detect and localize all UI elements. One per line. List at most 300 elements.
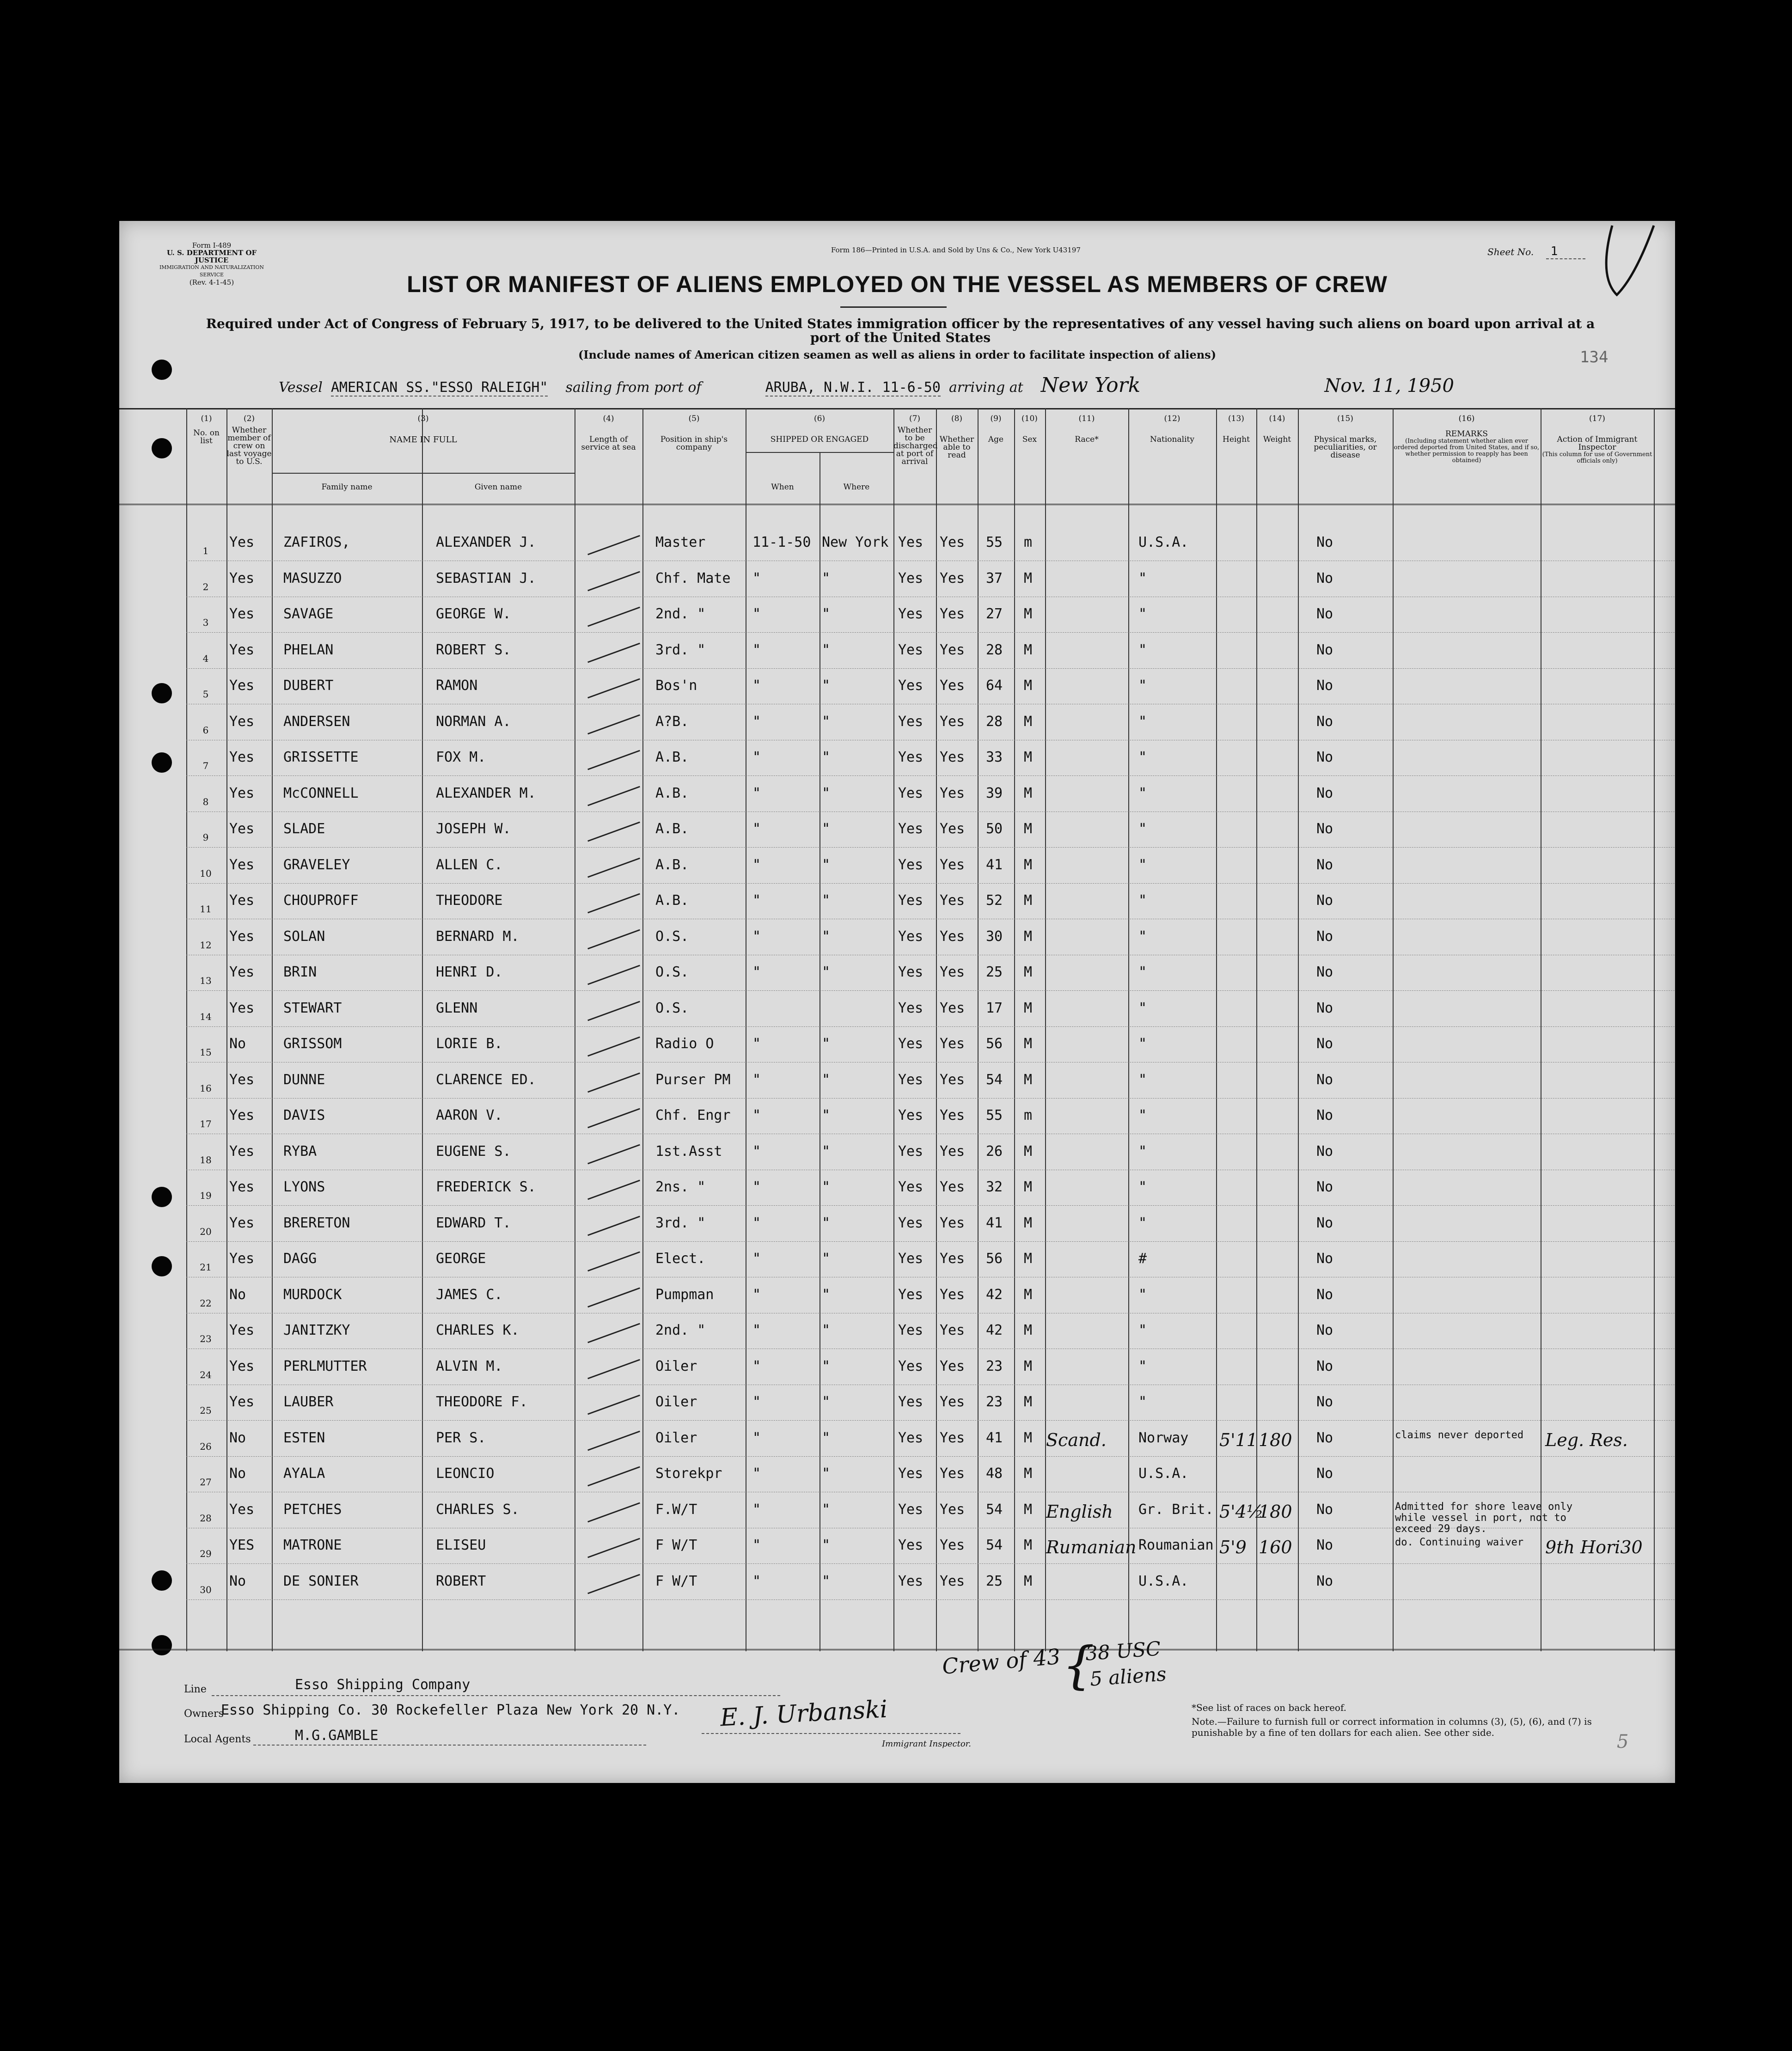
- punch-hole: [152, 683, 172, 703]
- table-row-rule: [186, 1599, 1675, 1600]
- row-prior-voyage: Yes: [229, 1358, 255, 1374]
- row-shipped-where: ": [822, 641, 831, 658]
- row-position: 2nd. ": [655, 1322, 706, 1338]
- row-prior-voyage: Yes: [229, 1251, 255, 1267]
- service-check-mark: [587, 1395, 640, 1415]
- row-prior-voyage: No: [229, 1465, 246, 1482]
- row-row-number: 24: [200, 1369, 212, 1380]
- table-row-rule: [186, 1098, 1675, 1099]
- page-mark: 5: [1617, 1731, 1629, 1752]
- row-sex: M: [1024, 964, 1033, 980]
- row-shipped-where: ": [822, 1322, 831, 1338]
- row-age: 48: [986, 1465, 1003, 1482]
- row-position: 1st.Asst: [655, 1143, 722, 1160]
- row-family-name: DAVIS: [283, 1107, 325, 1123]
- col-header-where: Where: [843, 482, 870, 492]
- row-shipped-when: ": [752, 1251, 761, 1267]
- row-able-to-read: Yes: [940, 1429, 965, 1446]
- table-row-rule: [186, 1205, 1675, 1206]
- sheet-label: Sheet No.: [1487, 246, 1534, 257]
- row-family-name: MURDOCK: [283, 1286, 342, 1303]
- row-able-to-read: Yes: [940, 606, 965, 622]
- row-age: 54: [986, 1501, 1003, 1518]
- row-age: 25: [986, 964, 1003, 980]
- row-physical-marks: No: [1316, 1501, 1333, 1518]
- col-divider: [272, 408, 273, 1651]
- row-discharged: Yes: [898, 1107, 924, 1123]
- row-shipped-when: 11-1-50: [752, 534, 811, 550]
- include-note: (Include names of American citizen seamen as well as aliens in order to facilitate inspection of aliens): [578, 348, 1217, 361]
- row-prior-voyage: Yes: [229, 1107, 255, 1123]
- row-shipped-where: ": [822, 1251, 831, 1267]
- row-shipped-where: ": [822, 821, 831, 837]
- row-row-number: 12: [200, 939, 212, 951]
- service-check-mark: [587, 786, 640, 806]
- row-nationality: ": [1138, 749, 1147, 765]
- row-shipped-where: ": [822, 1036, 831, 1052]
- row-prior-voyage: Yes: [229, 1394, 255, 1410]
- row-able-to-read: Yes: [940, 534, 965, 550]
- row-nationality: ": [1138, 1358, 1147, 1374]
- vessel-name: AMERICAN SS."ESSO RALEIGH": [330, 379, 548, 396]
- manifest-sheet: [119, 221, 1675, 1783]
- row-physical-marks: No: [1316, 1358, 1333, 1374]
- row-sex: M: [1024, 1322, 1033, 1338]
- row-able-to-read: Yes: [940, 1251, 965, 1267]
- row-shipped-when: ": [752, 1465, 761, 1482]
- row-position: A.B.: [655, 749, 689, 765]
- row-family-name: MASUZZO: [283, 570, 342, 586]
- row-sex: M: [1024, 1394, 1033, 1410]
- row-physical-marks: No: [1316, 785, 1333, 801]
- row-sex: M: [1024, 1465, 1033, 1482]
- row-shipped-where: New York: [822, 534, 889, 550]
- table-top-border: [119, 408, 1675, 409]
- service-check-mark: [587, 822, 640, 842]
- row-physical-marks: No: [1316, 1573, 1333, 1589]
- row-discharged: Yes: [898, 821, 924, 837]
- row-discharged: Yes: [898, 892, 924, 909]
- col-header-prior-voyage: (2) Whether member of crew on last voyage to U.S.: [226, 414, 272, 466]
- row-age: 55: [986, 534, 1003, 550]
- row-row-number: 8: [202, 796, 209, 807]
- row-sex: M: [1024, 785, 1033, 801]
- row-physical-marks: No: [1316, 856, 1333, 873]
- row-prior-voyage: Yes: [229, 749, 255, 765]
- service-check-mark: [587, 965, 640, 985]
- col-divider: [422, 408, 423, 1651]
- service-check-mark: [587, 1287, 640, 1307]
- row-physical-marks: No: [1316, 534, 1333, 550]
- col-header-no: (1) No. on list: [193, 414, 220, 446]
- row-discharged: Yes: [898, 570, 924, 586]
- row-prior-voyage: Yes: [229, 964, 255, 980]
- row-family-name: PETCHES: [283, 1501, 342, 1518]
- row-nationality: Roumanian: [1138, 1537, 1214, 1553]
- row-weight: 160: [1259, 1537, 1292, 1557]
- row-weight: 180: [1259, 1501, 1292, 1522]
- row-physical-marks: No: [1316, 821, 1333, 837]
- row-physical-marks: No: [1316, 928, 1333, 945]
- arrival-year: 50: [1431, 375, 1454, 397]
- row-able-to-read: Yes: [940, 928, 965, 945]
- row-given-name: CHARLES K.: [436, 1322, 520, 1338]
- row-discharged: Yes: [898, 606, 924, 622]
- row-age: 23: [986, 1394, 1003, 1410]
- service-check-mark: [587, 1144, 640, 1164]
- col-divider: [1216, 408, 1217, 1651]
- row-position: Oiler: [655, 1429, 697, 1446]
- col-header-length-service: (4) Length of service at sea: [581, 414, 636, 452]
- row-family-name: GRISSOM: [283, 1036, 342, 1052]
- row-able-to-read: Yes: [940, 749, 965, 765]
- row-age: 42: [986, 1322, 1003, 1338]
- row-family-name: PERLMUTTER: [283, 1358, 367, 1374]
- row-discharged: Yes: [898, 1501, 924, 1518]
- col-divider: [642, 408, 643, 1651]
- row-discharged: Yes: [898, 641, 924, 658]
- row-position: 3rd. ": [655, 641, 706, 658]
- row-sex: M: [1024, 1537, 1033, 1553]
- row-able-to-read: Yes: [940, 892, 965, 909]
- service-check-mark: [587, 1108, 640, 1129]
- punch-hole: [152, 1256, 172, 1276]
- row-physical-marks: No: [1316, 1000, 1333, 1016]
- service-check-mark: [587, 1323, 640, 1343]
- row-able-to-read: Yes: [940, 1215, 965, 1231]
- row-physical-marks: No: [1316, 1179, 1333, 1195]
- row-shipped-where: ": [822, 678, 831, 694]
- row-family-name: RYBA: [283, 1143, 317, 1160]
- row-physical-marks: No: [1316, 713, 1333, 730]
- stamp-number: 134: [1580, 348, 1609, 366]
- row-shipped-where: ": [822, 713, 831, 730]
- row-family-name: ANDERSEN: [283, 713, 350, 730]
- row-shipped-where: ": [822, 1573, 831, 1589]
- row-discharged: Yes: [898, 964, 924, 980]
- row-given-name: ROBERT S.: [436, 641, 511, 658]
- row-position: Chf. Engr: [655, 1107, 731, 1123]
- row-position: F W/T: [655, 1573, 697, 1589]
- service-check-mark: [587, 857, 640, 878]
- row-family-name: MATRONE: [283, 1537, 342, 1553]
- row-given-name: BERNARD M.: [436, 928, 520, 945]
- row-physical-marks: No: [1316, 1071, 1333, 1088]
- row-discharged: Yes: [898, 928, 924, 945]
- voyage-line: [279, 373, 1619, 397]
- row-sex: M: [1024, 1179, 1033, 1195]
- row-prior-voyage: Yes: [229, 641, 255, 658]
- service: IMMIGRATION AND NATURALIZATION SERVICE: [159, 264, 264, 278]
- col-header-age: (9) Age: [988, 414, 1004, 444]
- row-able-to-read: Yes: [940, 570, 965, 586]
- row-prior-voyage: Yes: [229, 1215, 255, 1231]
- service-check-mark: [587, 1072, 640, 1093]
- row-discharged: Yes: [898, 1143, 924, 1160]
- row-position: A.B.: [655, 856, 689, 873]
- row-position: Storekpr: [655, 1465, 722, 1482]
- col-divider: [226, 408, 227, 1651]
- row-able-to-read: Yes: [940, 1322, 965, 1338]
- row-physical-marks: No: [1316, 678, 1333, 694]
- row-given-name: LEONCIO: [436, 1465, 495, 1482]
- owners-label: Owners: [184, 1708, 224, 1720]
- row-shipped-when: ": [752, 713, 761, 730]
- row-shipped-where: ": [822, 606, 831, 622]
- service-check-mark: [587, 678, 640, 699]
- vessel-label: Vessel: [279, 379, 323, 396]
- table-bottom-border: [119, 1649, 1675, 1650]
- service-check-mark: [587, 714, 640, 734]
- row-nationality: ": [1138, 1215, 1147, 1231]
- row-nationality: ": [1138, 892, 1147, 909]
- service-check-mark: [587, 1001, 640, 1021]
- row-sex: M: [1024, 1000, 1033, 1016]
- col-header-weight: (14) Weight: [1263, 414, 1291, 444]
- sailing-label: sailing from port of: [565, 379, 702, 396]
- row-shipped-where: ": [822, 1107, 831, 1123]
- row-shipped-when: ": [752, 1537, 761, 1553]
- row-able-to-read: Yes: [940, 1286, 965, 1303]
- table-row-rule: [186, 1456, 1675, 1457]
- row-shipped-when: ": [752, 749, 761, 765]
- row-sex: M: [1024, 1429, 1033, 1446]
- row-nationality: ": [1138, 1000, 1147, 1016]
- row-given-name: ROBERT: [436, 1573, 486, 1589]
- row-prior-voyage: Yes: [229, 821, 255, 837]
- service-check-mark: [587, 607, 640, 627]
- row-sex: M: [1024, 821, 1033, 837]
- row-sex: M: [1024, 641, 1033, 658]
- row-physical-marks: No: [1316, 1465, 1333, 1482]
- col-divider: [1654, 408, 1655, 1651]
- departure-port: ARUBA, N.W.I. 11-6-50: [765, 379, 941, 396]
- row-given-name: ALEXANDER J.: [436, 534, 536, 550]
- row-prior-voyage: Yes: [229, 534, 255, 550]
- service-check-mark: [587, 1037, 640, 1057]
- row-family-name: PHELAN: [283, 641, 334, 658]
- row-given-name: PER S.: [436, 1429, 486, 1446]
- row-prior-voyage: No: [229, 1429, 246, 1446]
- row-able-to-read: Yes: [940, 1071, 965, 1088]
- row-age: 55: [986, 1107, 1003, 1123]
- row-family-name: DUNNE: [283, 1071, 325, 1088]
- col-header-read: (8) Whether able to read: [939, 414, 974, 460]
- row-nationality: Gr. Brit.: [1138, 1501, 1214, 1518]
- row-row-number: 2: [202, 581, 209, 592]
- row-sex: M: [1024, 678, 1033, 694]
- service-check-mark: [587, 1180, 640, 1200]
- row-family-name: GRAVELEY: [283, 856, 350, 873]
- row-physical-marks: No: [1316, 1322, 1333, 1338]
- row-prior-voyage: Yes: [229, 856, 255, 873]
- service-check-mark: [587, 929, 640, 949]
- row-given-name: FREDERICK S.: [436, 1179, 536, 1195]
- row-nationality: ": [1138, 606, 1147, 622]
- row-row-number: 18: [200, 1154, 212, 1166]
- line-label: Line: [184, 1684, 207, 1695]
- table-row-rule: [186, 632, 1675, 633]
- table-row-rule: [186, 847, 1675, 848]
- row-shipped-when: ": [752, 1071, 761, 1088]
- row-prior-voyage: Yes: [229, 1071, 255, 1088]
- line-rule: [212, 1695, 780, 1696]
- row-family-name: GRISSETTE: [283, 749, 359, 765]
- row-shipped-where: ": [822, 892, 831, 909]
- row-row-number: 21: [200, 1262, 212, 1273]
- col-divider: [1256, 408, 1257, 1651]
- row-shipped-where: ": [822, 1358, 831, 1374]
- row-physical-marks: No: [1316, 1036, 1333, 1052]
- table-row-rule: [186, 775, 1675, 776]
- row-row-number: 26: [200, 1441, 212, 1452]
- row-nationality: ": [1138, 570, 1147, 586]
- punch-hole: [152, 438, 172, 458]
- row-given-name: GLENN: [436, 1000, 478, 1016]
- row-sex: M: [1024, 1071, 1033, 1088]
- row-given-name: EUGENE S.: [436, 1143, 511, 1160]
- arrival-port: New York: [1040, 373, 1141, 397]
- row-discharged: Yes: [898, 1071, 924, 1088]
- service-check-mark: [587, 1538, 640, 1558]
- row-given-name: RAMON: [436, 678, 478, 694]
- row-prior-voyage: Yes: [229, 1501, 255, 1518]
- service-check-mark: [587, 642, 640, 663]
- row-prior-voyage: Yes: [229, 892, 255, 909]
- row-family-name: SAVAGE: [283, 606, 334, 622]
- row-physical-marks: No: [1316, 892, 1333, 909]
- row-nationality: U.S.A.: [1138, 1465, 1189, 1482]
- row-family-name: AYALA: [283, 1465, 325, 1482]
- row-shipped-where: ": [822, 1215, 831, 1231]
- row-row-number: 22: [200, 1297, 212, 1309]
- table-row-rule: [186, 990, 1675, 991]
- row-given-name: EDWARD T.: [436, 1215, 511, 1231]
- row-row-number: 25: [200, 1405, 212, 1416]
- inspector-signature: E. J. Urbanski: [719, 1695, 888, 1732]
- row-inspector-action: 9th Hori30: [1545, 1537, 1643, 1557]
- row-row-number: 1: [202, 545, 209, 556]
- service-check-mark: [587, 571, 640, 591]
- row-row-number: 27: [200, 1477, 212, 1488]
- row-discharged: Yes: [898, 856, 924, 873]
- printer-line: Form 186—Printed in U.S.A. and Sold by Uns & Co., New York U43197: [831, 246, 1081, 254]
- row-prior-voyage: Yes: [229, 606, 255, 622]
- row-discharged: Yes: [898, 678, 924, 694]
- row-position: F W/T: [655, 1537, 697, 1553]
- row-shipped-when: ": [752, 964, 761, 980]
- department: U. S. DEPARTMENT OF JUSTICE: [166, 249, 257, 264]
- row-given-name: THEODORE: [436, 892, 503, 909]
- row-discharged: Yes: [898, 1465, 924, 1482]
- row-discharged: Yes: [898, 713, 924, 730]
- row-prior-voyage: Yes: [229, 1322, 255, 1338]
- crew-brace: {: [1062, 1636, 1095, 1695]
- row-shipped-where: ": [822, 1429, 831, 1446]
- row-shipped-when: ": [752, 821, 761, 837]
- service-check-mark: [587, 1359, 640, 1379]
- col-header-race: (11) Race*: [1075, 414, 1099, 444]
- row-nationality: ": [1138, 821, 1147, 837]
- row-physical-marks: No: [1316, 606, 1333, 622]
- row-position: 3rd. ": [655, 1215, 706, 1231]
- row-remarks: claims never deported: [1395, 1429, 1524, 1441]
- row-able-to-read: Yes: [940, 821, 965, 837]
- row-given-name: HENRI D.: [436, 964, 503, 980]
- row-age: 28: [986, 641, 1003, 658]
- row-shipped-when: ": [752, 892, 761, 909]
- row-discharged: Yes: [898, 1251, 924, 1267]
- service-check-mark: [587, 1466, 640, 1487]
- row-shipped-where: ": [822, 1179, 831, 1195]
- row-family-name: McCONNELL: [283, 785, 359, 801]
- row-shipped-where: ": [822, 1143, 831, 1160]
- row-discharged: Yes: [898, 1358, 924, 1374]
- row-position: O.S.: [655, 1000, 689, 1016]
- row-shipped-when: ": [752, 570, 761, 586]
- row-position: Purser PM: [655, 1071, 731, 1088]
- row-position: 2ns. ": [655, 1179, 706, 1195]
- sheet-number-block: [1487, 244, 1589, 258]
- row-sex: M: [1024, 1215, 1033, 1231]
- row-row-number: 14: [200, 1011, 212, 1022]
- row-nationality: ": [1138, 1071, 1147, 1088]
- row-given-name: CHARLES S.: [436, 1501, 520, 1518]
- row-physical-marks: No: [1316, 749, 1333, 765]
- row-row-number: 19: [200, 1190, 212, 1201]
- row-given-name: FOX M.: [436, 749, 486, 765]
- row-shipped-when: ": [752, 1573, 761, 1589]
- row-able-to-read: Yes: [940, 1143, 965, 1160]
- row-given-name: LORIE B.: [436, 1036, 503, 1052]
- row-age: 56: [986, 1251, 1003, 1267]
- row-age: 41: [986, 1429, 1003, 1446]
- row-row-number: 4: [202, 653, 209, 664]
- row-sex: m: [1024, 1107, 1033, 1123]
- row-nationality: U.S.A.: [1138, 534, 1189, 550]
- inspector-rule: [702, 1733, 960, 1734]
- row-able-to-read: Yes: [940, 678, 965, 694]
- row-nationality: ": [1138, 1286, 1147, 1303]
- row-sex: M: [1024, 570, 1033, 586]
- row-family-name: BRIN: [283, 964, 317, 980]
- row-position: Pumpman: [655, 1286, 714, 1303]
- row-discharged: Yes: [898, 1322, 924, 1338]
- row-age: 52: [986, 892, 1003, 909]
- row-shipped-when: ": [752, 1036, 761, 1052]
- row-shipped-when: ": [752, 1394, 761, 1410]
- row-shipped-where: ": [822, 1465, 831, 1482]
- agents-value: M.G.GAMBLE: [295, 1727, 379, 1744]
- agents-rule: [253, 1745, 646, 1746]
- form-number: Form I-489: [192, 241, 232, 250]
- row-given-name: AARON V.: [436, 1107, 503, 1123]
- row-family-name: ESTEN: [283, 1429, 325, 1446]
- row-able-to-read: Yes: [940, 641, 965, 658]
- row-discharged: Yes: [898, 1179, 924, 1195]
- row-given-name: ALEXANDER M.: [436, 785, 536, 801]
- row-given-name: CLARENCE ED.: [436, 1071, 536, 1088]
- row-shipped-where: ": [822, 1286, 831, 1303]
- row-shipped-when: ": [752, 1358, 761, 1374]
- row-position: A.B.: [655, 785, 689, 801]
- row-row-number: 13: [200, 975, 212, 986]
- race-note: *See list of races on back hereof.: [1192, 1702, 1347, 1713]
- row-family-name: BRERETON: [283, 1215, 350, 1231]
- row-family-name: STEWART: [283, 1000, 342, 1016]
- row-age: 39: [986, 785, 1003, 801]
- row-prior-voyage: Yes: [229, 713, 255, 730]
